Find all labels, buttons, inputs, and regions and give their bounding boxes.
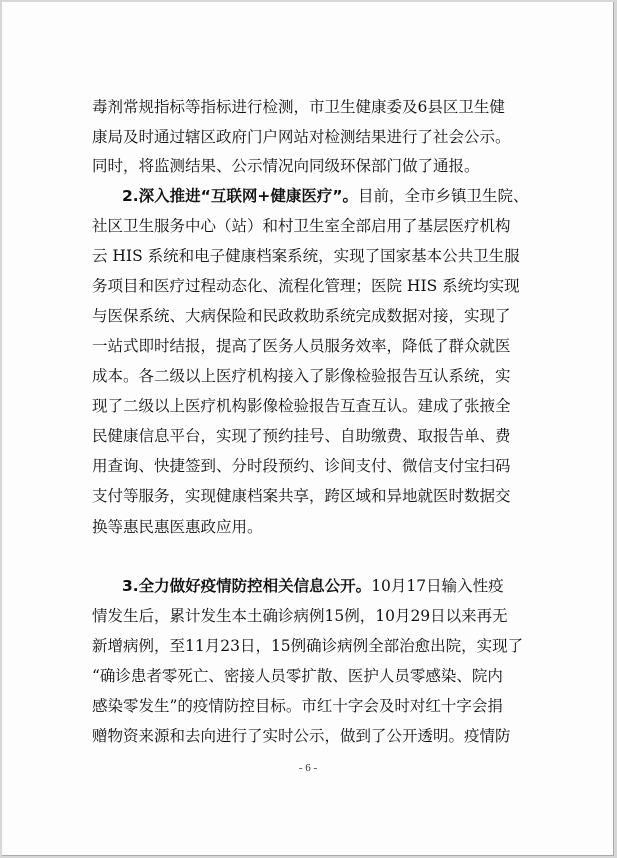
text-line	[92, 364, 511, 386]
text-run: 与医保系统、大病保险和民政救助系统完成数据对接，实现了	[92, 307, 511, 325]
text-line	[92, 244, 520, 266]
text-run: 感染零发生”的疫情防控目标。市红十字会及时对红十字会捐	[92, 697, 503, 715]
text-run: 赠物资来源和去向进行了实时公示，做到了公开透明。疫情防	[92, 727, 511, 745]
text-line	[122, 184, 529, 206]
text-line	[92, 634, 523, 656]
text-run: 社区卫生服务中心（站）和村卫生室全部启用了基层医疗机构	[92, 217, 511, 235]
text-line	[122, 574, 504, 596]
page-edge-bottom	[2, 855, 614, 856]
text-line	[92, 154, 480, 176]
text-run: 目前，全市乡镇卫生院、	[358, 187, 529, 205]
text-run: 新增病例，至11月23日，15例确诊病例全部治愈出院，实现了	[92, 637, 524, 655]
section-heading: 2.深入推进“互联网+健康医疗”。	[122, 187, 359, 205]
page-edge-right	[613, 2, 614, 856]
text-run: 现了二级以上医疗机构影像检验报告互查互认。建成了张掖全	[92, 397, 511, 415]
text-line	[92, 424, 511, 446]
text-line	[92, 664, 503, 686]
text-run: 务项目和医疗过程动态化、流程化管理；医院 HIS 系统均实现	[92, 277, 520, 295]
text-line	[92, 274, 520, 296]
text-line	[92, 694, 503, 716]
text-line	[92, 95, 505, 117]
text-run: 一站式即时结报，提高了医务人员服务效率，降低了群众就医	[92, 337, 511, 355]
text-line	[92, 214, 511, 236]
text-run: 云 HIS 系统和电子健康档案系统，实现了国家基本公共卫生服	[92, 247, 520, 265]
text-run: 支付等服务，实现健康档案共享，跨区域和异地就医时数据交	[92, 487, 511, 505]
text-line	[92, 304, 511, 326]
text-run: 民健康信息平台，实现了预约挂号、自助缴费、取报告单、费	[92, 427, 511, 445]
text-run: 10月17日输入性疫	[371, 577, 504, 595]
text-run: 情发生后，累计发生本土确诊病例15例，10月29日以来再无	[92, 607, 508, 625]
text-line	[92, 604, 508, 626]
text-line	[92, 334, 511, 356]
text-run: 成本。各二级以上医疗机构接入了影像检验报告互认系统，实	[92, 367, 511, 385]
text-run: 毒剂常规指标等指标进行检测，市卫生健康委及6县区卫生健	[92, 98, 505, 116]
text-line	[92, 125, 511, 147]
section-heading: 3.全力做好疫情防控相关信息公开。	[122, 577, 372, 595]
text-run: “确诊患者零死亡、密接人员零扩散、医护人员零感染、院内	[92, 667, 503, 685]
text-run: 用查询、快捷签到、分时段预约、诊间支付、微信支付宝扫码	[92, 457, 511, 475]
text-line	[92, 515, 263, 537]
document-page	[2, 2, 614, 856]
text-line	[92, 394, 511, 416]
text-run: 同时，将监测结果、公示情况向同级环保部门做了通报。	[92, 157, 480, 175]
text-line	[92, 724, 511, 746]
text-line	[92, 454, 511, 476]
page-number: - 6 -	[298, 762, 318, 774]
text-run: 康局及时通过辖区政府门户网站对检测结果进行了社会公示。	[92, 128, 511, 146]
text-run: 换等惠民惠医惠政应用。	[92, 518, 263, 536]
text-line	[92, 484, 511, 506]
